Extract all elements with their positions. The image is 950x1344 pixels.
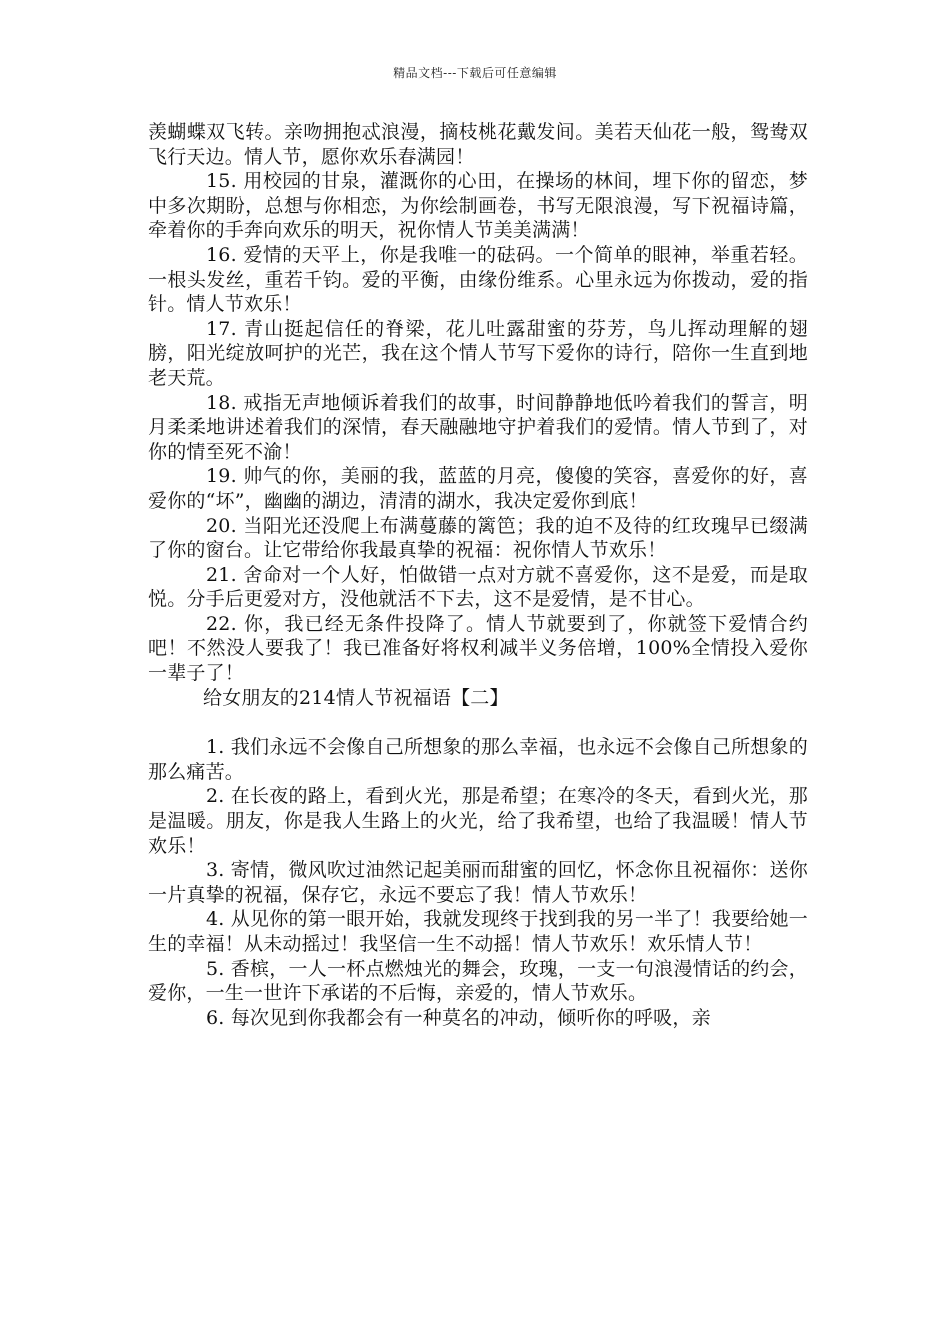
paragraph-item-21: 21. 舍命对一个人好，怕做错一点对方就不喜爱你，这不是爱，而是取悦。分手后更爱对方，没他就活不下去，这不是爱情，是不甘心。 xyxy=(148,563,808,611)
paragraph-item-17: 17. 青山挺起信任的脊梁，花儿吐露甜蜜的芬芳，鸟儿挥动理解的翅膀，阳光绽放呵护的光芒，我在这个情人节写下爱你的诗行，陪你一生直到地老天荒。 xyxy=(148,317,808,389)
paragraph-item-4: 4. 从见你的第一眼开始，我就发现终于找到我的另一半了！我要给她一生的幸福！从未动摇过！我坚信一生不动摇！情人节欢乐！欢乐情人节！ xyxy=(148,908,808,955)
paragraph-item-5: 5. 香槟，一人一杯点燃烛光的舞会，玫瑰，一支一句浪漫情话的约会，爱你，一生一世许下承诺的不后悔，亲爱的，情人节欢乐。 xyxy=(148,957,808,1005)
paragraph-item-2: 2. 在长夜的路上，看到火光，那是希望；在寒冷的冬天，看到火光，那是温暖。朋友，你是我人生路上的火光，给了我希望，也给了我温暖！情人节欢乐！ xyxy=(148,785,808,857)
paragraph-item-3: 3. 寄情，微风吹过油然记起美丽而甜蜜的回忆，怀念你且祝福你：送你一片真挚的祝福，保存它，永远不要忘了我！情人节欢乐！ xyxy=(148,859,808,906)
section-heading: 给女朋友的214情人节祝福语【二】 xyxy=(203,686,509,709)
paragraph-item-16: 16. 爱情的天平上，你是我唯一的砝码。一个简单的眼神，举重若轻。一根头发丝，重若千钧。爱的平衡，由缘份维系。心里永远为你拨动，爱的指针。情人节欢乐！ xyxy=(148,243,808,316)
paragraph-continuation: 羡蝴蝶双飞转。亲吻拥抱忒浪漫，摘枝桃花戴发间。美若天仙花一般，鸳鸯双飞行天边。情人节，愿你欢乐春满园！ xyxy=(148,121,808,168)
paragraph-item-19: 19. 帅气的你，美丽的我，蓝蓝的月亮，傻傻的笑容，喜爱你的好，喜爱你的“坏”，幽幽的湖边，清清的湖水，我决定爱你到底！ xyxy=(148,465,808,512)
paragraph-item-18: 18. 戒指无声地倾诉着我们的故事，时间静静地低吟着我们的誓言，明月柔柔地讲述着我们的深情，春天融融地守护着我们的爱情。情人节到了，对你的情至死不渝！ xyxy=(148,391,808,463)
page-header: 精品文档---下载后可任意编辑 xyxy=(393,66,557,80)
paragraph-item-22: 22. 你，我已经无条件投降了。情人节就要到了，你就签下爱情合约吧！不然没人要我了！我已准备好将权利减半义务倍增，100%全情投入爱你一辈子了！ xyxy=(148,612,808,685)
paragraph-item-20: 20. 当阳光还没爬上布满蔓藤的篱笆；我的迫不及待的红玫瑰早已缀满了你的窗台。让它带给你我最真挚的祝福：祝你情人节欢乐！ xyxy=(148,514,808,562)
document-body xyxy=(148,120,808,1030)
paragraph-item-6: 6. 每次见到你我都会有一种莫名的冲动，倾听你的呼吸，亲 xyxy=(206,1006,711,1029)
paragraph-item-15: 15. 用校园的甘泉，灌溉你的心田，在操场的林间，埋下你的留恋，梦中多次期盼，总想与你相恋，为你绘制画卷，书写无限浪漫，写下祝福诗篇，牵着你的手奔向欢乐的明天，祝你情人节美美满满！ xyxy=(148,170,808,242)
paragraph-item-1: 1. 我们永远不会像自己所想象的那么幸福，也永远不会像自己所想象的那么痛苦。 xyxy=(148,736,808,783)
